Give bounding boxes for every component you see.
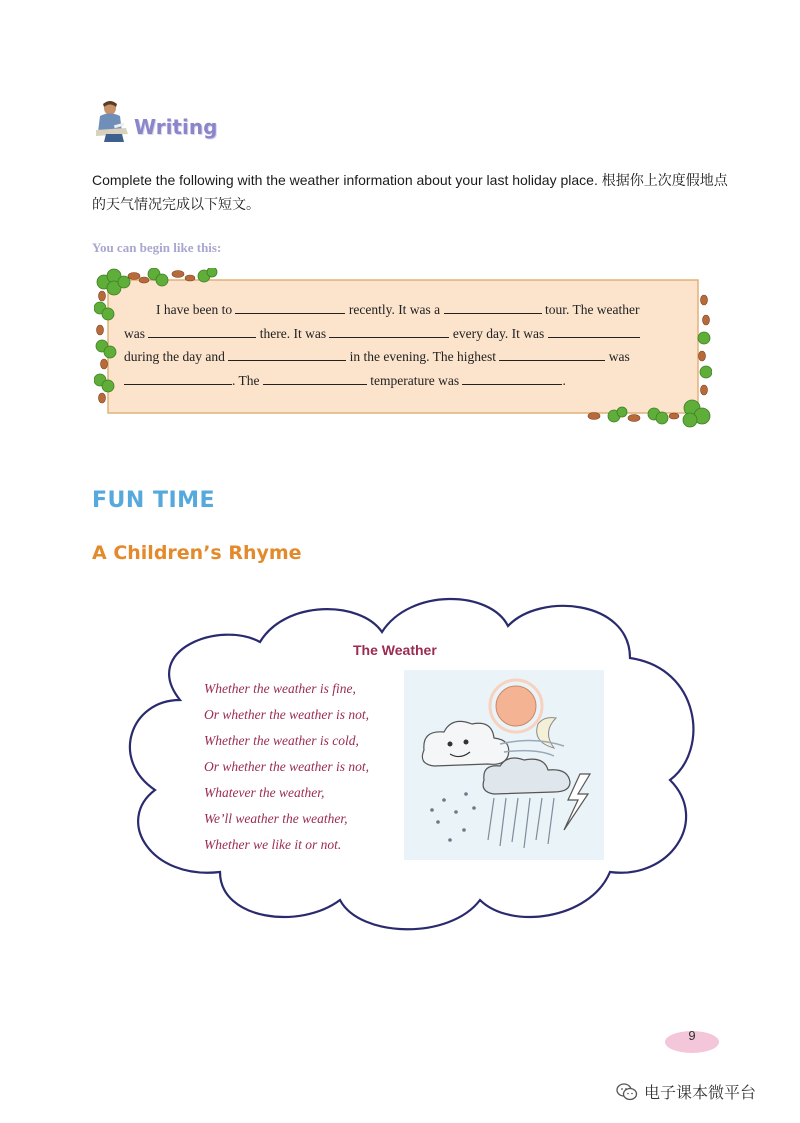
passage-line bbox=[124, 369, 680, 393]
writing-title: Writing bbox=[134, 115, 218, 139]
answer-blank[interactable] bbox=[499, 347, 605, 361]
fun-time-title: FUN TIME bbox=[92, 488, 216, 513]
passage-text-segment: in the evening. The highest bbox=[349, 349, 496, 364]
passage-frame bbox=[94, 268, 712, 428]
begin-label: You can begin like this: bbox=[92, 240, 222, 255]
answer-blank[interactable] bbox=[228, 347, 346, 361]
writing-instruction: Complete the following with the weather information about your last holiday place. 根据你上次度假地点的天气情况完成以下短文。 bbox=[92, 172, 728, 212]
answer-blank[interactable] bbox=[462, 371, 562, 385]
answer-blank[interactable] bbox=[235, 300, 345, 314]
answer-blank[interactable] bbox=[329, 324, 449, 338]
passage-text-segment: recently. It was a bbox=[348, 302, 441, 317]
page-number-badge bbox=[664, 1026, 720, 1054]
answer-blank[interactable] bbox=[548, 324, 640, 338]
rhyme-cloud bbox=[110, 580, 710, 940]
poem-line: Whether the weather is cold, bbox=[204, 733, 359, 748]
answer-blank[interactable] bbox=[124, 371, 232, 385]
passage-text-segment: . bbox=[562, 372, 566, 388]
page-number: 9 bbox=[688, 1028, 696, 1043]
answer-blank[interactable] bbox=[444, 300, 542, 314]
passage-line bbox=[124, 322, 680, 346]
poem-line: We’ll weather the weather, bbox=[204, 811, 348, 826]
passage-text-segment: during the day and bbox=[124, 349, 225, 364]
rhyme-subtitle: A Children’s Rhyme bbox=[92, 542, 302, 564]
answer-blank[interactable] bbox=[148, 324, 256, 338]
passage-text-segment: was bbox=[608, 349, 630, 364]
passage-text-segment: tour. The weather bbox=[544, 302, 640, 317]
passage-text-segment: there. It was bbox=[259, 325, 327, 341]
poem-line: Or whether the weather is not, bbox=[204, 759, 369, 774]
passage-text-segment: . The bbox=[232, 372, 260, 388]
poem-line: Or whether the weather is not, bbox=[204, 707, 369, 722]
passage-text-segment: was bbox=[124, 325, 145, 341]
wechat-icon bbox=[616, 1083, 638, 1101]
watermark bbox=[616, 1080, 756, 1103]
weather-illustration-icon bbox=[404, 670, 604, 860]
poem-body bbox=[204, 676, 369, 858]
passage-line bbox=[124, 298, 680, 322]
answer-blank[interactable] bbox=[263, 371, 367, 385]
passage-text-segment: every day. It was bbox=[452, 325, 545, 341]
writing-header bbox=[92, 96, 217, 146]
passage-text-segment: temperature was bbox=[370, 372, 460, 388]
passage-line bbox=[124, 345, 680, 369]
passage-text bbox=[124, 298, 680, 392]
watermark-text: 电子课本微平台 bbox=[644, 1083, 757, 1102]
poem-line: Whether the weather is fine, bbox=[204, 681, 356, 696]
poem-title: The Weather bbox=[353, 642, 437, 658]
writer-icon bbox=[92, 98, 132, 144]
poem-line: Whatever the weather, bbox=[204, 785, 325, 800]
poem-line: Whether we like it or not. bbox=[204, 837, 342, 852]
passage-text-segment: I have been to bbox=[156, 302, 233, 317]
